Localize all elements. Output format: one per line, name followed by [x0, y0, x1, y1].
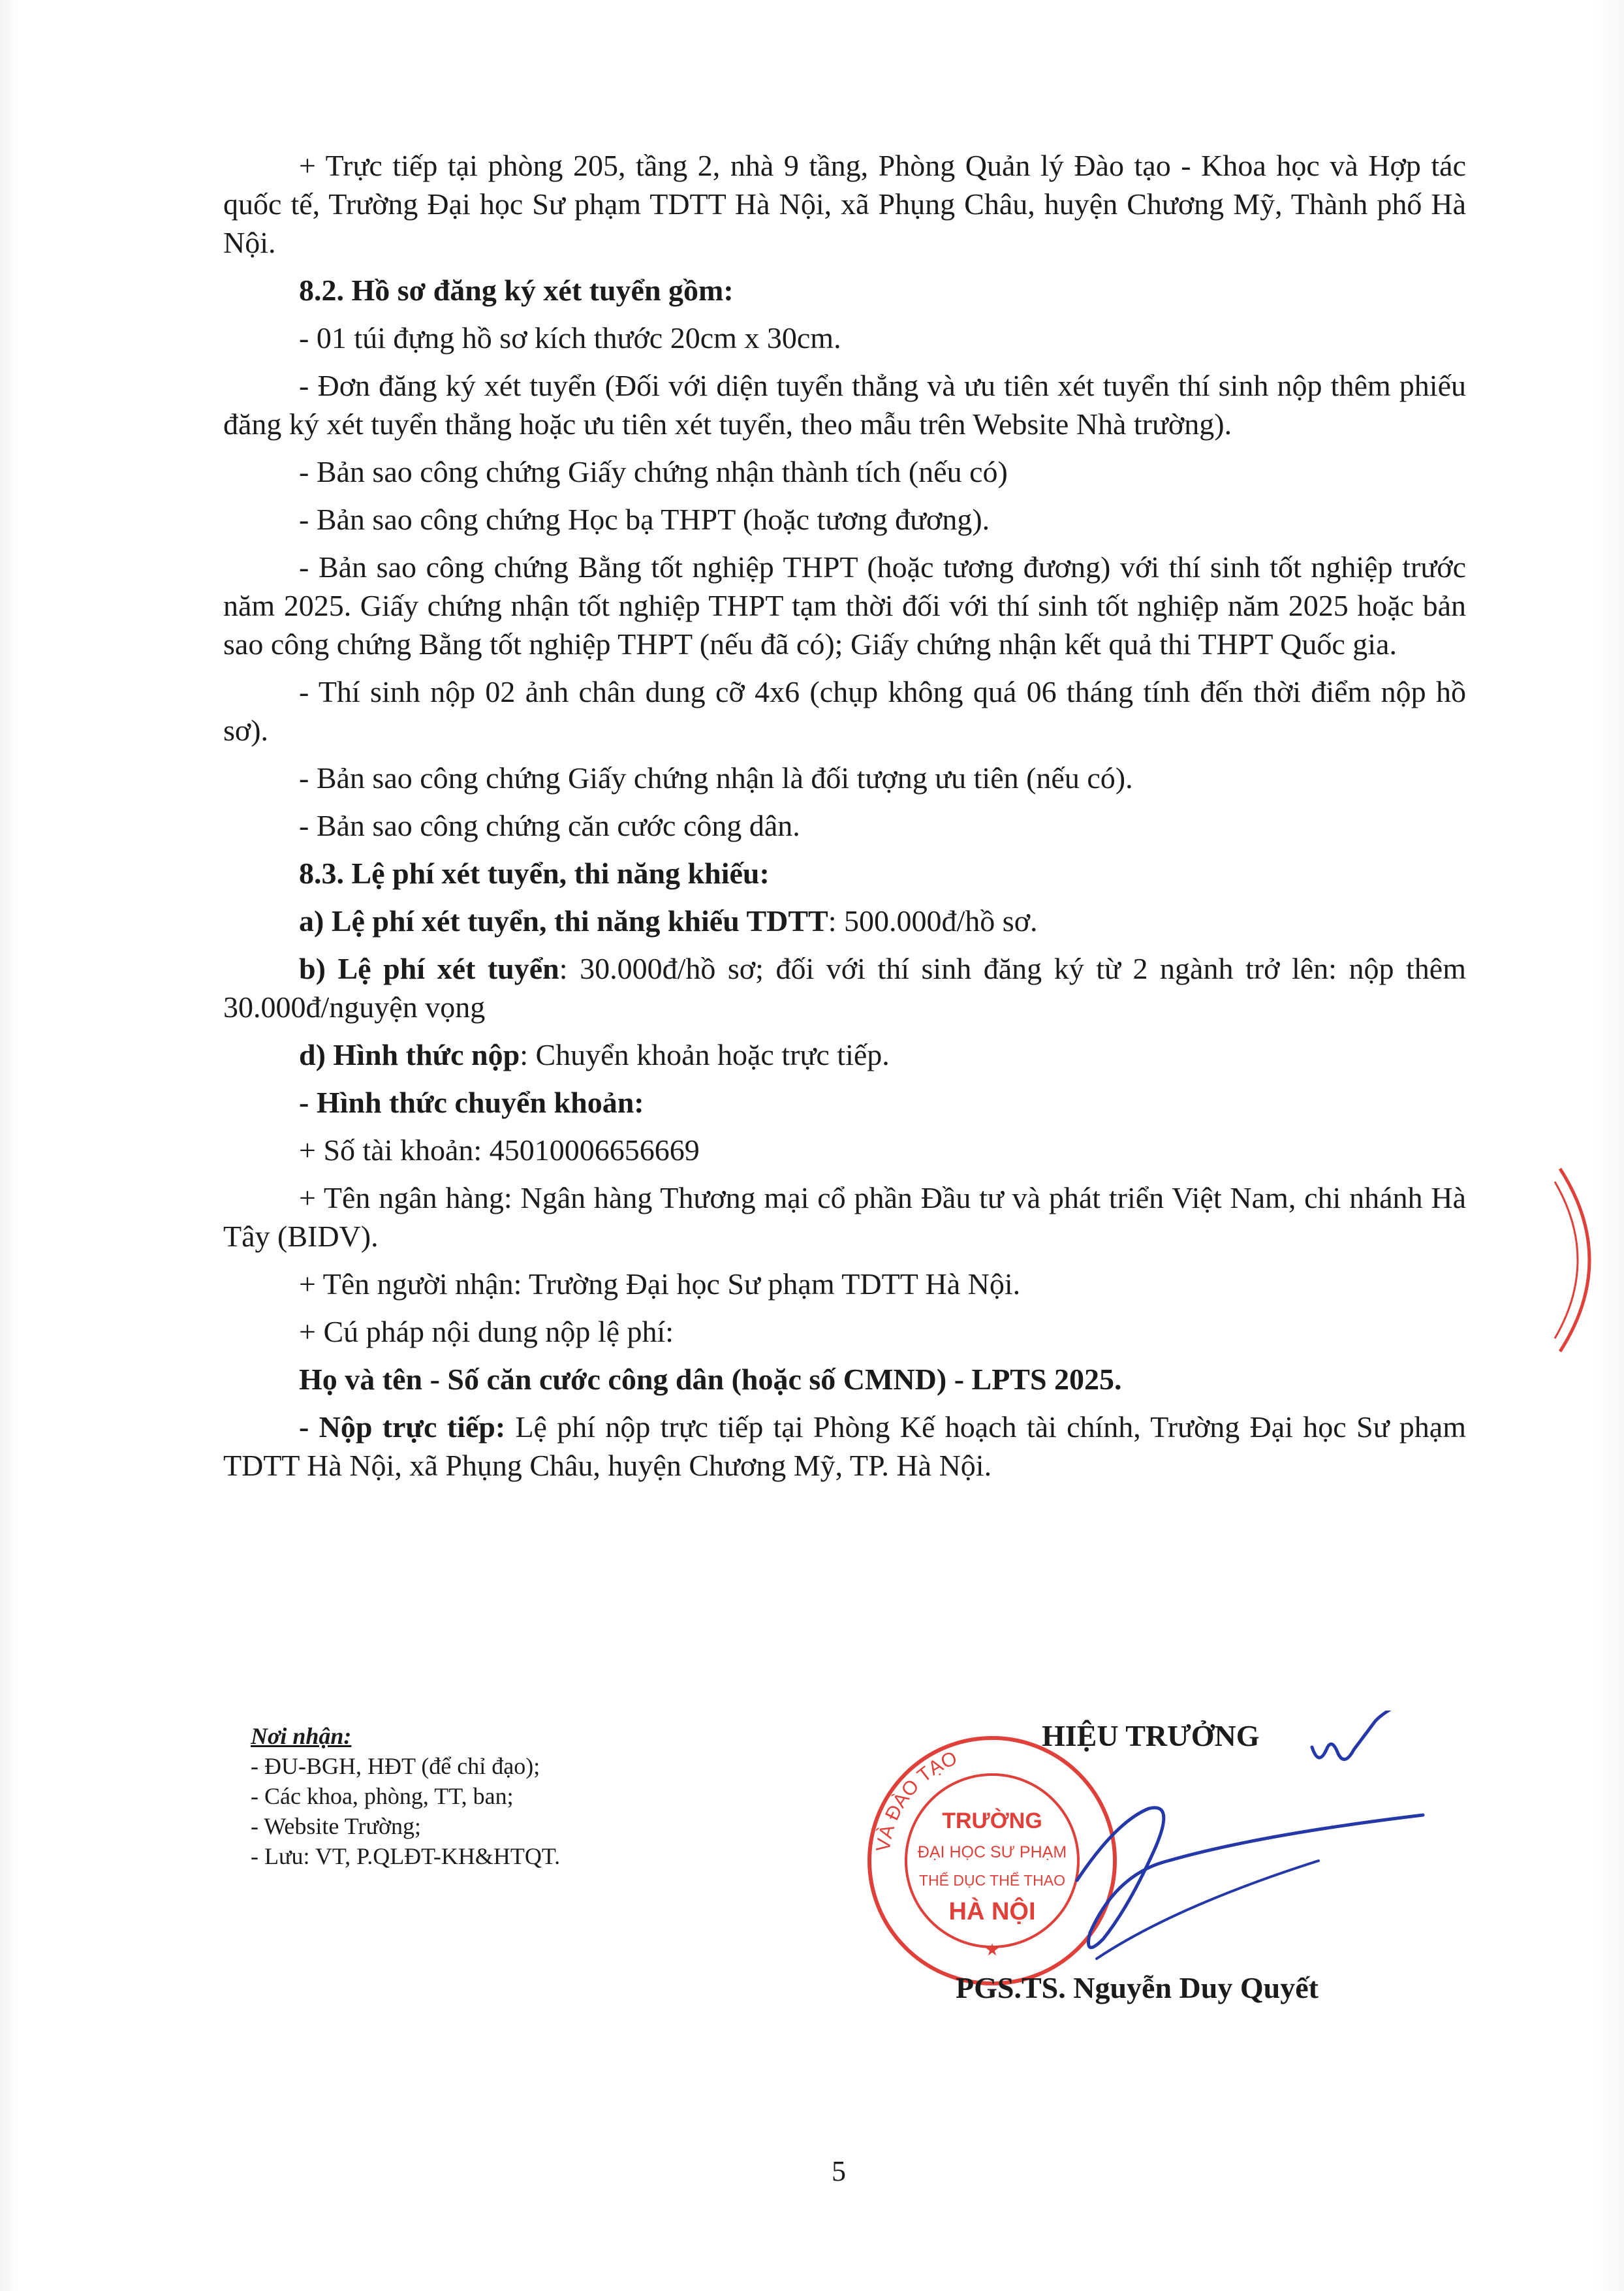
bold-text: - Hình thức chuyển khoản: — [299, 1086, 644, 1119]
document-body — [223, 146, 1466, 1494]
text-run: - Bản sao công chứng Giấy chứng nhận thành tích (nếu có) — [299, 455, 1008, 488]
body-paragraph — [223, 759, 1466, 797]
text-run: - Thí sinh nộp 02 ảnh chân dung cỡ 4x6 (chụp không quá 06 tháng tính đến thời điểm nộp hồ sơ). — [223, 675, 1466, 747]
signer-name: PGS.TS. Nguyễn Duy Quyết — [956, 1971, 1319, 2004]
seal-line-1: TRƯỜNG — [942, 1809, 1042, 1833]
body-paragraph — [223, 1035, 1466, 1074]
body-paragraph — [223, 949, 1466, 1026]
body-paragraph — [223, 1131, 1466, 1169]
text-run: - Bản sao công chứng Học bạ THPT (hoặc tương đương). — [299, 503, 990, 536]
body-paragraph — [223, 1408, 1466, 1485]
seal-line-2: ĐẠI HỌC SƯ PHẠM — [917, 1843, 1067, 1861]
page-number: 5 — [832, 2155, 846, 2187]
text-run: - 01 túi đựng hồ sơ kích thước 20cm x 30cm. — [299, 321, 841, 355]
recipients-title: Nơi nhận: — [251, 1723, 352, 1749]
body-paragraph — [223, 1083, 1466, 1122]
signer-position: HIỆU TRƯỞNG — [1042, 1719, 1260, 1752]
body-paragraph — [223, 146, 1466, 262]
text-run: + Cú pháp nội dung nộp lệ phí: — [299, 1315, 674, 1348]
recipient-item: - ĐU-BGH, HĐT (để chỉ đạo); — [251, 1753, 540, 1779]
text-run: Lệ phí nộp trực tiếp tại Phòng Kế hoạch tài chính, Trường Đại học Sư phạm TDTT Hà Nội, xã Phụng Châu, huyện Chương Mỹ, TP. Hà Nội. — [223, 1410, 1467, 1482]
body-paragraph — [223, 672, 1466, 750]
body-paragraph — [223, 548, 1466, 663]
seal-ring-text: VÀ ĐÀO TẠO — [872, 1747, 961, 1854]
text-run: : 30.000đ/hồ sơ; đối với thí sinh đăng ký từ 2 ngành trở lên: nộp thêm 30.000đ/nguyện vọng — [223, 952, 1466, 1024]
text-run: + Tên người nhận: Trường Đại học Sư phạm TDTT Hà Nội. — [299, 1267, 1021, 1301]
bold-text: d) Hình thức nộp — [299, 1038, 520, 1071]
signature-block — [872, 1711, 1475, 2076]
text-run: : 500.000đ/hồ sơ. — [828, 904, 1038, 938]
handwritten-signature — [888, 1711, 1475, 2076]
body-paragraph — [223, 902, 1466, 940]
text-run: - Đơn đăng ký xét tuyển (Đối với diện tuyển thẳng và ưu tiên xét tuyển thí sinh nộp thêm phiếu đăng ký xét tuyển thẳng hoặc ưu tiên xét tuyển, theo mẫu trên Website Nhà trường). — [223, 369, 1466, 441]
seal-star-icon: ★ — [984, 1940, 1000, 1959]
seal-line-3: THỂ DỤC THỂ THAO — [918, 1872, 1066, 1889]
text-run: + Trực tiếp tại phòng 205, tầng 2, nhà 9 tầng, Phòng Quản lý Đào tạo - Khoa học và Hợp tác quốc tế, Trường Đại học Sư phạm TDTT Hà Nội, xã Phụng Châu, huyện Chương Mỹ, Thành phố Hà Nội. — [223, 149, 1466, 259]
body-paragraph — [223, 806, 1466, 845]
bold-text: 8.3. Lệ phí xét tuyển, thi năng khiếu: — [299, 857, 770, 890]
body-paragraph — [223, 1360, 1466, 1398]
bold-text: Họ và tên - Số căn cước công dân (hoặc số CMND) - LPTS 2025. — [299, 1363, 1122, 1396]
edge-seal-fragment — [1554, 1162, 1612, 1358]
body-paragraph — [223, 1265, 1466, 1303]
bold-text: 8.2. Hồ sơ đăng ký xét tuyển gồm: — [299, 274, 734, 307]
recipient-item: - Website Trường; — [251, 1813, 422, 1839]
text-run: - Bản sao công chứng Bằng tốt nghiệp THPT (hoặc tương đương) với thí sinh tốt nghiệp trước năm 2025. Giấy chứng nhận tốt nghiệp THPT tạm thời đối với thí sinh tốt nghiệp năm 2025 hoặc bản sao công chứng Bằng tốt nghiệp THPT (nếu đã có); Giấy chứng nhận kết quả thi THPT Quốc gia. — [223, 550, 1466, 661]
text-run: - Bản sao công chứng Giấy chứng nhận là đối tượng ưu tiên (nếu có). — [299, 761, 1133, 795]
recipient-item: - Lưu: VT, P.QLĐT-KH&HTQT. — [251, 1843, 561, 1869]
body-paragraph — [223, 319, 1466, 357]
text-run: + Tên ngân hàng: Ngân hàng Thương mại cổ phần Đầu tư và phát triển Việt Nam, chi nhánh Hà Tây (BIDV). — [223, 1181, 1466, 1253]
body-paragraph — [223, 366, 1466, 443]
recipient-item: - Các khoa, phòng, TT, ban; — [251, 1783, 514, 1809]
body-paragraph — [223, 271, 1466, 309]
text-run: - Bản sao công chứng căn cước công dân. — [299, 809, 800, 842]
body-paragraph — [223, 854, 1466, 893]
seal-line-4: HÀ NỘI — [948, 1898, 1036, 1925]
bold-text: - Nộp trực tiếp: — [299, 1410, 506, 1444]
bold-text: b) Lệ phí xét tuyển — [299, 952, 559, 985]
body-paragraph — [223, 452, 1466, 491]
bold-text: a) Lệ phí xét tuyển, thi năng khiếu TDTT — [299, 904, 828, 938]
body-paragraph — [223, 1178, 1466, 1256]
body-paragraph — [223, 1312, 1466, 1351]
text-run: : Chuyển khoản hoặc trực tiếp. — [520, 1038, 890, 1071]
body-paragraph — [223, 500, 1466, 539]
text-run: + Số tài khoản: 45010006656669 — [299, 1133, 700, 1167]
recipients-block — [251, 1721, 838, 1871]
